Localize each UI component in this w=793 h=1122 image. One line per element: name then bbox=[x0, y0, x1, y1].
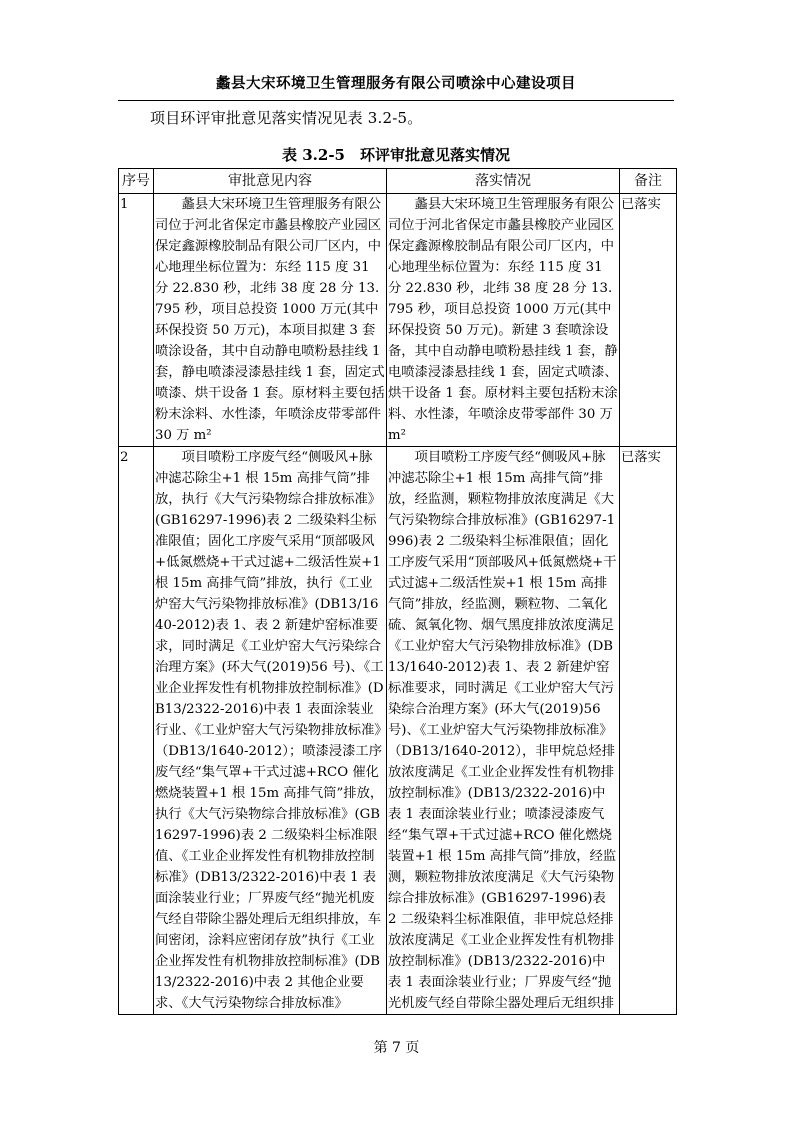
col-header-no: 序号 bbox=[119, 169, 154, 194]
table-title: 表 3.2-5 环评审批意见落实情况 bbox=[282, 146, 510, 164]
page-number: 第 7 页 bbox=[373, 1040, 420, 1056]
implementation-status: 蠡县大宋环境卫生管理服务有限公司位于河北省保定市蠡县橡胶产业园区保定鑫源橡胶制品有限公司厂区内，中心地理坐标位置为：东经 115 度 31 分 22.830 秒，北纬 38 度 28 分 13.795 秒，项目总投资 1000 万元(其中环保投资 50 万元)。新建 3 套喷涂设备，其中自动静电喷粉悬挂线 1 套，静电喷漆浸漆悬挂线 1 套，固定式喷漆、烘干设备 1 套。原材料主要包括粉末涂料、水性漆，年喷涂皮带零部件 30 万 m² bbox=[387, 194, 620, 447]
approval-content: 项目喷粉工序废气经“侧吸风+脉冲滤芯除尘+1 根 15m 高排气筒”排放，执行《大气污染物综合排放标准》(GB16297-1996)表 2 二级染料尘标准限值；固化工序废气采用“顶部吸风+低氮燃烧+干式过滤+二级活性炭+1 根 15m 高排气筒”排放，执行《工业炉窑大气污染物排放标准》(DB13/1640-2012)表 1、表 2 新建炉窑标准要求，同时满足《工业炉窑大气污染综合治理方案》(环大气(2019)56 号)、《工业企业挥发性有机物排放控制标准》(DB13/2322-2016)中表 1 表面涂装业行业、《工业炉窑大气污染物排放标准》（DB13/1640-2012）；喷漆浸漆工序废气经“集气罩+干式过滤+RCO 催化燃烧装置+1 根 15m 高排气筒”排放，执行《大气污染物综合排放标准》(GB16297-1996)表 2 二级染料尘标准限值、《工业企业挥发性有机物排放控制标准》(DB13/2322-2016)中表 1 表面涂装业行业；厂界废气经“抛光机废气经自带除尘器处理后无组织排放，车间密闭，涂料应密闭存放”执行《工业企业挥发性有机物排放控制标准》(DB13/2322-2016)中表 2 其他企业要求、《大气污染物综合排放标准》 bbox=[154, 447, 387, 1015]
page-header: 蠡县大宋环境卫生管理服务有限公司喷涂中心建设项目 bbox=[118, 72, 674, 101]
approval-content: 蠡县大宋环境卫生管理服务有限公司位于河北省保定市蠡县橡胶产业园区保定鑫源橡胶制品有限公司厂区内，中心地理坐标位置为：东经 115 度 31 分 22.830 秒，北纬 38 度 28 分 13.795 秒，项目总投资 1000 万元(其中环保投资 50 万元)，本项目拟建 3 套喷涂设备，其中自动静电喷粉悬挂线 1 套，静电喷漆浸漆悬挂线 1 套，固定式喷漆、烘干设备 1 套。原材料主要包括粉末涂料、水性漆，年喷涂皮带零部件 30 万 m² bbox=[154, 194, 387, 447]
approval-table bbox=[118, 168, 677, 1015]
col-header-note: 备注 bbox=[620, 169, 677, 194]
implementation-status: 项目喷粉工序废气经“侧吸风+脉冲滤芯除尘+1 根 15m 高排气筒”排放，经监测，颗粒物排放浓度满足《大气污染物综合排放标准》(GB16297-1996)表 2 二级染料尘标准限值；固化工序废气采用“顶部吸风+低氮燃烧+干式过滤+二级活性炭+1 根 15m 高排气筒”排放，经监测，颗粒物、二氧化硫、氮氧化物、烟气黑度排放浓度满足《工业炉窑大气污染物排放标准》(DB13/1640-2012)表 1、表 2 新建炉窑标准要求，同时满足《工业炉窑大气污染综合治理方案》(环大气(2019)56 号)、《工业炉窑大气污染物排放标准》（DB13/1640-2012），非甲烷总烃排放浓度满足《工业企业挥发性有机物排放控制标准》(DB13/2322-2016)中表 1 表面涂装业行业；喷漆浸漆废气经“集气罩+干式过滤+RCO 催化燃烧装置+1 根 15m 高排气筒”排放，经监测，颗粒物排放浓度满足《大气污染物综合排放标准》(GB16297-1996)表 2 二级染料尘标准限值，非甲烷总烃排放浓度满足《工业企业挥发性有机物排放控制标准》(DB13/2322-2016)中表 1 表面涂装业行业；厂界废气经“抛光机废气经自带除尘器处理后无组织排 bbox=[387, 447, 620, 1015]
row-number: 1 bbox=[119, 194, 154, 447]
row-number: 2 bbox=[119, 447, 154, 1015]
table-header-row bbox=[119, 169, 677, 194]
col-header-approval: 审批意见内容 bbox=[154, 169, 387, 194]
table-row bbox=[119, 447, 677, 1015]
remark: 已落实 bbox=[620, 447, 677, 1015]
table-row bbox=[119, 194, 677, 447]
col-header-implementation: 落实情况 bbox=[387, 169, 620, 194]
intro-text: 项目环评审批意见落实情况见表 3.2-5。 bbox=[150, 109, 423, 127]
remark: 已落实 bbox=[620, 194, 677, 447]
